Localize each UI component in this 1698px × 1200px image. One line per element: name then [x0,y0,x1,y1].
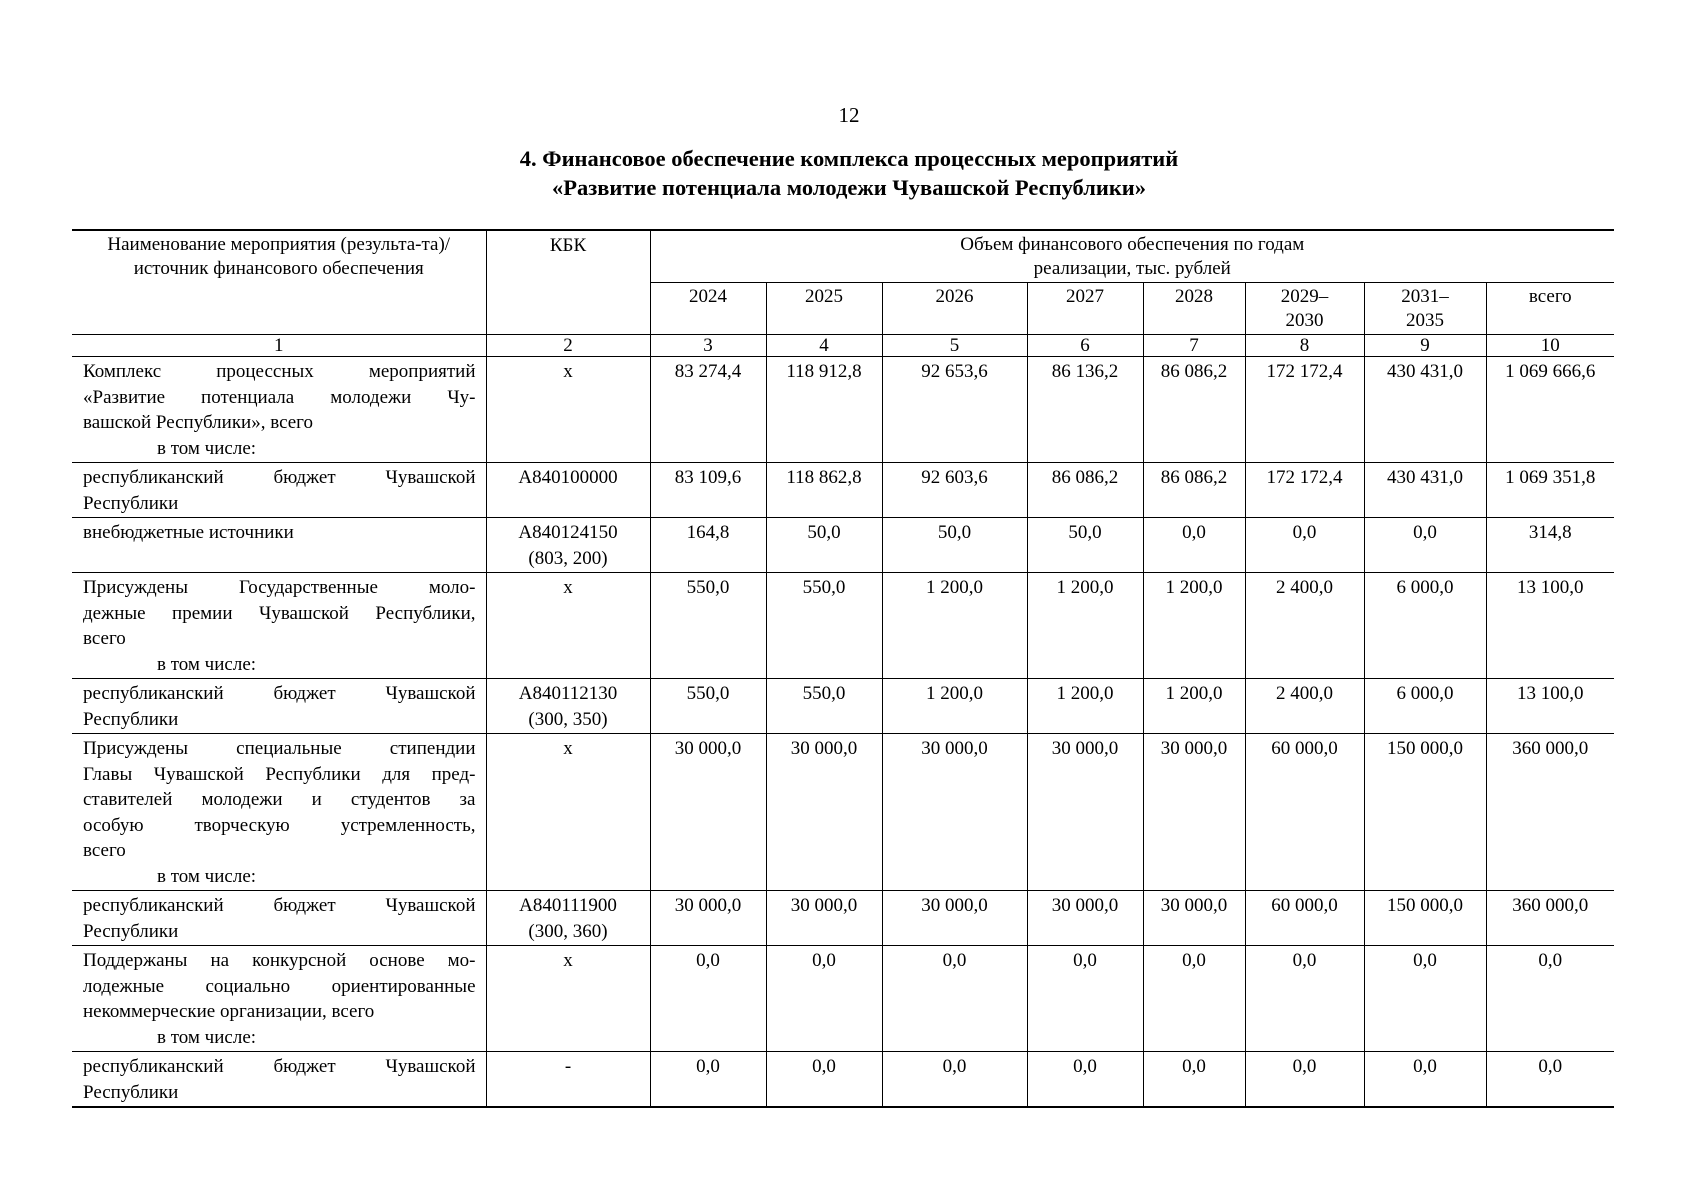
row-value-4: 30 000,0 [766,734,882,891]
header-year-3: 2026 [882,283,1027,335]
row-name-line: всего [83,840,126,861]
row-name-line: некоммерческие организации, всего [83,1001,375,1022]
column-number-8: 8 [1245,335,1364,357]
row-subtitle: в том числе: [157,653,257,675]
row-name-line: Главы Чувашской Республики для пред- [83,763,476,785]
table-row [72,573,1614,679]
column-number-5: 5 [882,335,1027,357]
column-number-4: 4 [766,335,882,357]
row-value-9: 0,0 [1364,1052,1486,1108]
row-value-3: 550,0 [650,573,766,679]
funding-table [72,229,1614,1108]
table-row [72,463,1614,518]
row-value-10: 0,0 [1486,946,1614,1052]
row-value-8: 2 400,0 [1245,679,1364,734]
row-name-line: внебюджетные источники [83,522,294,543]
row-value-9: 0,0 [1364,946,1486,1052]
header-year-1: 2024 [650,283,766,335]
row-value-8: 0,0 [1245,1052,1364,1108]
row-value-8: 172 172,4 [1245,357,1364,463]
column-number-7: 7 [1143,335,1245,357]
row-name-line: дежные премии Чувашской Республики, [83,602,476,624]
header-name-column: Наименование мероприятия (результа-та)/источник финансового обеспечения [72,230,486,335]
row-value-4: 550,0 [766,573,882,679]
row-name-line: Поддержаны на конкурсной основе мо- [83,950,476,971]
table-row [72,946,1614,1052]
row-value-3: 0,0 [650,1052,766,1108]
header-year-4: 2027 [1027,283,1143,335]
row-value-8: 0,0 [1245,946,1364,1052]
table-row [72,679,1614,734]
row-value-9: 430 431,0 [1364,357,1486,463]
column-number-9: 9 [1364,335,1486,357]
row-value-3: 164,8 [650,518,766,573]
row-value-9: 6 000,0 [1364,573,1486,679]
row-value-7: 1 200,0 [1143,679,1245,734]
table-row [72,357,1614,463]
header-year-5: 2028 [1143,283,1245,335]
row-name-cell [72,734,486,891]
row-name-line: «Развитие потенциала молодежи Чу- [83,386,476,408]
row-name-line: Республики [83,492,179,514]
row-value-5: 92 653,6 [882,357,1027,463]
table-row [72,891,1614,946]
row-value-9: 6 000,0 [1364,679,1486,734]
section-title-line-1: 4. Финансовое обеспечение комплекса процессных мероприятий [519,146,1179,171]
row-value-5: 30 000,0 [882,891,1027,946]
section-title [0,144,1698,202]
row-value-3: 83 109,6 [650,463,766,518]
row-value-6: 0,0 [1027,1052,1143,1108]
row-name-line: республиканский бюджет Чувашской [83,683,476,704]
header-funding-group-line-2: реализации, тыс. рублей [1033,258,1231,279]
row-value-4: 0,0 [766,1052,882,1108]
row-value-8: 0,0 [1245,518,1364,573]
row-name-cell [72,357,486,463]
row-name-line: Присуждены специальные стипендии [83,738,476,759]
row-value-8: 2 400,0 [1245,573,1364,679]
row-kbk-cell: x [486,573,650,679]
header-funding-group-line-1: Объем финансового обеспечения по годам [960,234,1305,255]
row-name-cell [72,679,486,734]
table-row [72,734,1614,891]
row-value-8: 60 000,0 [1245,734,1364,891]
row-value-6: 0,0 [1027,946,1143,1052]
row-kbk-cell: А840111900 (300, 360) [486,891,650,946]
row-value-10: 0,0 [1486,1052,1614,1108]
row-value-5: 30 000,0 [882,734,1027,891]
row-value-6: 30 000,0 [1027,734,1143,891]
row-name-line: Республики [83,1081,179,1103]
header-year-8: всего [1486,283,1614,335]
row-name-line: республиканский бюджет Чувашской [83,895,476,916]
row-name-line: Комплекс процессных мероприятий [83,361,476,382]
row-value-9: 150 000,0 [1364,734,1486,891]
row-value-5: 1 200,0 [882,573,1027,679]
row-value-5: 1 200,0 [882,679,1027,734]
column-number-10: 10 [1486,335,1614,357]
row-value-3: 0,0 [650,946,766,1052]
row-value-9: 0,0 [1364,518,1486,573]
row-name-line: Республики [83,708,179,730]
row-value-5: 92 603,6 [882,463,1027,518]
section-title-line-2: «Развитие потенциала молодежи Чувашской Республики» [551,175,1147,200]
row-value-6: 50,0 [1027,518,1143,573]
row-value-8: 172 172,4 [1245,463,1364,518]
row-value-5: 0,0 [882,946,1027,1052]
row-value-10: 13 100,0 [1486,679,1614,734]
row-kbk-cell: x [486,734,650,891]
header-year-6: 2029– 2030 [1245,283,1364,335]
row-value-10: 360 000,0 [1486,891,1614,946]
row-value-10: 13 100,0 [1486,573,1614,679]
header-funding-group [650,230,1614,283]
row-value-9: 430 431,0 [1364,463,1486,518]
row-value-6: 1 200,0 [1027,679,1143,734]
column-number-6: 6 [1027,335,1143,357]
row-value-7: 86 086,2 [1143,463,1245,518]
row-name-line: Присуждены Государственные моло- [83,577,476,598]
row-value-7: 30 000,0 [1143,891,1245,946]
row-name-line: ставителей молодежи и студентов за [83,789,476,810]
row-value-10: 314,8 [1486,518,1614,573]
row-value-6: 86 086,2 [1027,463,1143,518]
column-number-1: 1 [72,335,486,357]
row-value-3: 30 000,0 [650,734,766,891]
row-name-line: особую творческую устремленность, [83,814,476,836]
page-number: 12 [838,103,860,127]
row-name-cell [72,946,486,1052]
row-value-6: 30 000,0 [1027,891,1143,946]
row-value-7: 0,0 [1143,946,1245,1052]
row-value-4: 550,0 [766,679,882,734]
row-value-9: 150 000,0 [1364,891,1486,946]
row-value-5: 50,0 [882,518,1027,573]
column-number-3: 3 [650,335,766,357]
row-value-4: 118 862,8 [766,463,882,518]
row-name-line: вашской Республики», всего [83,412,313,433]
row-name-cell [72,518,486,573]
column-number-2: 2 [486,335,650,357]
row-kbk-cell: А840124150 (803, 200) [486,518,650,573]
row-value-3: 30 000,0 [650,891,766,946]
row-value-3: 550,0 [650,679,766,734]
row-value-10: 360 000,0 [1486,734,1614,891]
row-name-cell [72,463,486,518]
row-kbk-cell: А840112130 (300, 350) [486,679,650,734]
row-value-8: 60 000,0 [1245,891,1364,946]
header-year-7: 2031– 2035 [1364,283,1486,335]
row-kbk-cell: x [486,357,650,463]
row-name-line: республиканский бюджет Чувашской [83,467,476,488]
row-value-7: 1 200,0 [1143,573,1245,679]
header-year-2: 2025 [766,283,882,335]
row-name-cell [72,891,486,946]
row-subtitle: в том числе: [157,1026,257,1048]
row-value-4: 50,0 [766,518,882,573]
row-value-5: 0,0 [882,1052,1027,1108]
row-value-6: 1 200,0 [1027,573,1143,679]
row-subtitle: в том числе: [157,437,257,459]
row-value-4: 118 912,8 [766,357,882,463]
table-row [72,1052,1614,1108]
row-value-7: 30 000,0 [1143,734,1245,891]
table-header-row [72,230,1614,283]
row-name-line: всего [83,628,126,649]
row-name-line: республиканский бюджет Чувашской [83,1056,476,1077]
table-row [72,518,1614,573]
row-subtitle: в том числе: [157,865,257,887]
row-name-line: Республики [83,920,179,942]
row-value-4: 30 000,0 [766,891,882,946]
row-kbk-cell: - [486,1052,650,1108]
row-kbk-cell: x [486,946,650,1052]
row-value-7: 86 086,2 [1143,357,1245,463]
row-value-10: 1 069 666,6 [1486,357,1614,463]
row-value-6: 86 136,2 [1027,357,1143,463]
row-value-7: 0,0 [1143,518,1245,573]
header-kbk-column: КБК [486,230,650,335]
row-value-7: 0,0 [1143,1052,1245,1108]
row-name-cell [72,1052,486,1108]
row-name-cell [72,573,486,679]
row-value-3: 83 274,4 [650,357,766,463]
row-kbk-cell: А840100000 [486,463,650,518]
row-value-4: 0,0 [766,946,882,1052]
row-name-line: лодежные социально ориентированные [83,975,476,997]
row-value-10: 1 069 351,8 [1486,463,1614,518]
table-column-numbers-row [72,335,1614,357]
